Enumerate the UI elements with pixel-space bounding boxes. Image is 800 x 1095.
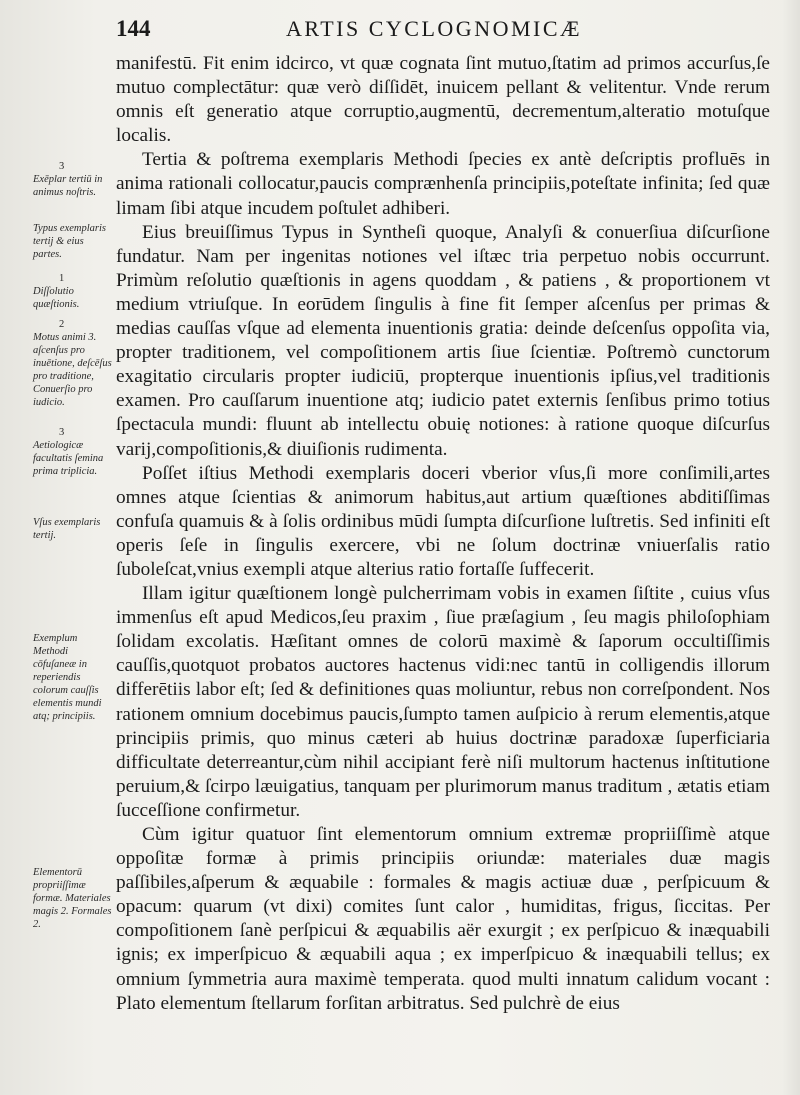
- margin-gloss: [33, 272, 113, 311]
- paragraph-continuation: manifestū. Fit enim idcirco, vt quæ cognata ſint mutuo,ſtatim ad primos accurſus,ſe mutuo complectātur: quæ verò diſſidēt, inuicem pellant & velitentur. Vnde rerum omnis eſt generatio atque corruptio,augmentū, decrementum,alteratio motuſque localis.: [116, 53, 770, 147]
- paragraph-usus: Poſſet iſtius Methodi exemplaris doceri vberior vſus,ſi more conſimili,artes omnes atque ſcientias & animorum habitus,aut artium quæſtiones abditiſſimas confuſa quamuis & à ſolis ordinibus mūdi ſumpta diſcurſione luſtretis. Sed infiniti eſt operis ſeſe in ſingulis exercere, vbi ne ſolum doctrinæ vniuerſalis ratio ſuboleſcat,vnius exempli atque alterius ratio fortaſſe ſuffecerit.: [116, 462, 770, 580]
- gloss-number: 2: [59, 319, 65, 330]
- margin-gloss: [33, 866, 113, 931]
- margin-gloss: [33, 222, 113, 261]
- margin-gloss: [33, 160, 113, 199]
- margin-gloss: [33, 516, 113, 542]
- gloss-text: Elementorū propriiſſimæ formæ. Materiales magis 2. Formales 2.: [33, 867, 112, 930]
- gloss-text: Aetiologicæ facultatis ſemina prima triplicia.: [33, 440, 104, 477]
- page-header: [116, 14, 756, 44]
- main-text-column: [116, 52, 770, 1016]
- gloss-text: Exēplar tertiū in animus noſtris.: [33, 174, 103, 198]
- margin-gloss: [33, 426, 113, 478]
- paragraph-elementa: Cùm igitur quatuor ſint elementorum omnium extremæ propriiſſimè atque oppoſitæ formæ à primis principiis oriundæ: materiales duæ magis paſſibiles,aſperum & æquabile : formales & magis actiuæ duæ , perſpicuum & opacum: quarum (vt dixi) comites ſunt calor , humiditas, frigus, ſiccitas. Per compoſitionem ſanè perſpicui & æquabilis aër exurgit ; ex perſpicuo & inæquabili ignis; ex imperſpicuo & æquabili aqua ; ex imperſpicuo & inæquabili tellus; ex omnium ſymmetria aura maximè temperata. quod multi innatum calidum vocant : Plato elementum ſtellarum forſitan arbitratus. Sed pulchrè de eius: [116, 824, 770, 1014]
- scan-edge-shadow: [782, 0, 800, 1095]
- gloss-text: Vſus exemplaris tertij.: [33, 517, 101, 541]
- gloss-number: 1: [59, 273, 65, 284]
- gloss-number: 3: [59, 161, 65, 172]
- margin-gloss: [33, 632, 113, 723]
- paragraph-tertia: Tertia & poſtrema exemplaris Methodi ſpecies ex antè deſcriptis profluēs in anima rationali collocatur,paucis comprænhenſa principiis,poteſtate infinita; ſed quæ limam ſibi atque incudem poſtulet adhiberi.: [116, 149, 770, 219]
- running-title: ARTIS CYCLOGNOMICÆ: [286, 16, 583, 41]
- gloss-text: Typus exemplaris tertij & eius partes.: [33, 223, 107, 260]
- gloss-number: 3: [59, 427, 65, 438]
- page-number: 144: [116, 16, 151, 41]
- paragraph-quaestio: Illam igitur quæſtionem longè pulcherrimam vobis in examen ſiſtite , cuius vſus immenſus eſt apud Medicos,ſeu praxim , ſiue præſagium , ſeu magis philoſophiam ſolidam excolatis. Hæſitant omnes de colorū maximè & ſaporum occultiſſimis cauſſis,quotquot probatos auctores hactenus vidi:nec tantū in colligendis illorum differētiis labor eſt; ſed & definitiones quas moliuntur, rebus non correſpondent. Nos rationem omnium docebimus paucis,ſumpto tamen auſpicio à rerum elementis,atque principiis primis, quo minus cæteri ab huius doctrinæ paradoxæ ſuperficiaria difficultate deterreantur,cùm nihil accipiant ferè niſi multorum hactenus inſtitutione peruium,& ſcirpo læuigatius, tanquam per plurimorum manus traditum , ætatis etiam ſucceſſione confirmetur.: [116, 583, 770, 821]
- gloss-text: Diſſolutio quæſtionis.: [33, 286, 80, 310]
- paragraph-typus: Eius breuiſſimus Typus in Syntheſi quoque, Analyſi & conuerſiua diſcurſione fundatur. Nam per ingenitas notiones vel iſtæc tria perpetuo nobis occurrunt. Primùm reſolutio quæſtionis in agens quoddam , & patiens , & proportionem vt medium vtriuſque. In eorūdem ſingulis à fine fit ſemper aſcenſus per primas & medias cauſſas vſque ad elementa inuentionis gratia: deinde deſcenſus oppoſita via, propter traditionem, vel compoſitionem artis ſiue ſcientiæ. Poſtremò cunctorum exagitatio circularis propter iudiciū, propterque inuentionis ipſius,vel traditionis examen. Pro cauſſarum inuentione atq; iudicio patet externis ſenſibus primo totius ſpectacula mundi: fluunt ab intellectu obuię notiones: à ratione quoque diſcurſus varij,compoſitionis,& diuiſionis rudimenta.: [116, 221, 770, 460]
- gloss-text: Motus animi 3. aſcenſus pro inuētione, deſcēſus pro traditione, Conuerſio pro iudicio.: [33, 332, 112, 408]
- margin-gloss: [33, 318, 113, 409]
- gloss-text: Exemplum Methodi cōfuſaneæ in reperiendis colorum cauſſis elementis mundi atq; principiis.: [33, 633, 102, 722]
